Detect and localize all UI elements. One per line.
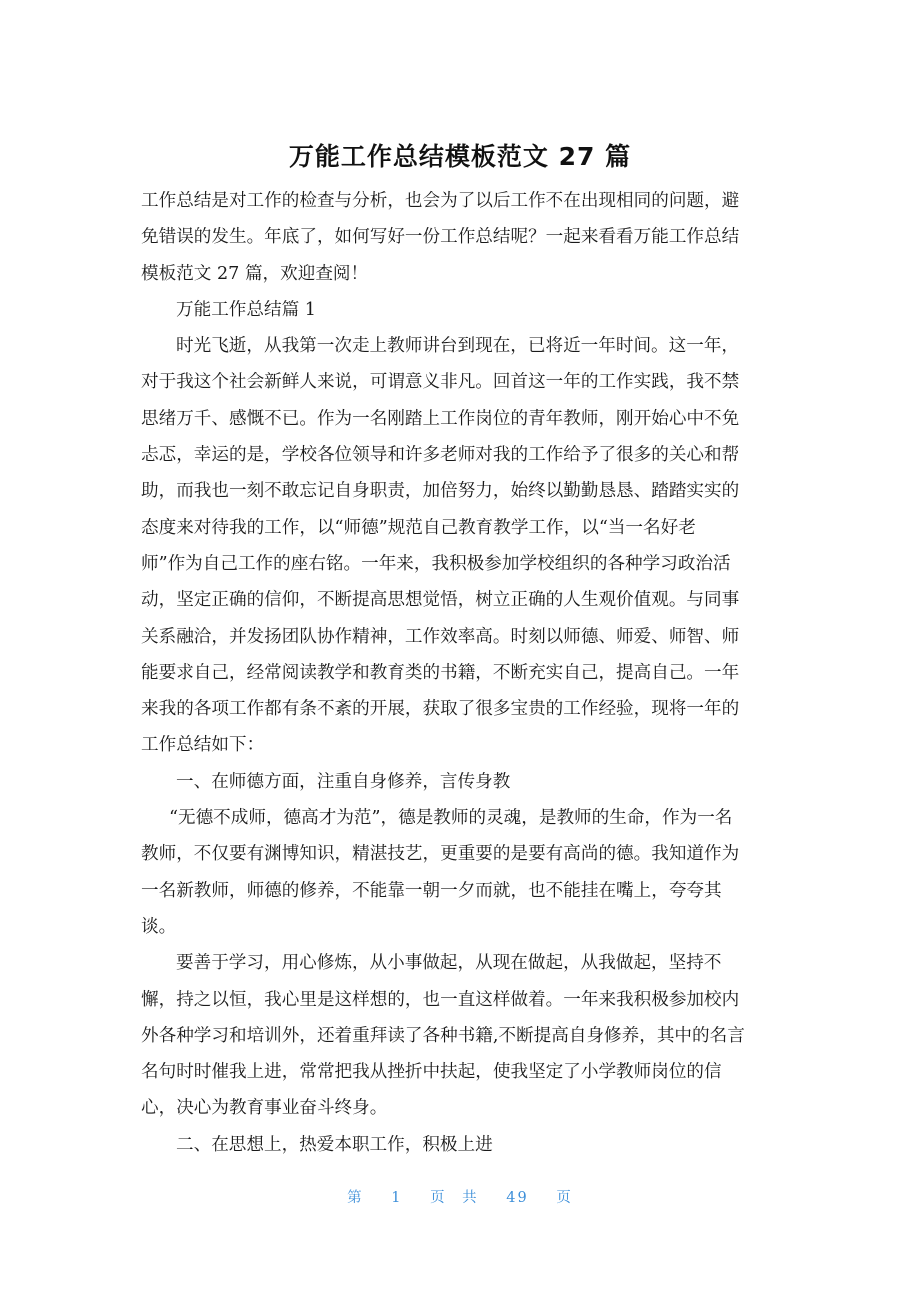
- intro-line: 免错误的发生。年底了，如何写好一份工作总结呢？一起来看看万能工作总结: [141, 227, 740, 248]
- document-title: 万能工作总结模板范文 27 篇: [288, 142, 632, 171]
- intro-line: 工作总结是对工作的检查与分析，也会为了以后工作不在出现相同的问题，避: [141, 191, 740, 211]
- paragraph-line: 助，而我也一刻不敢忘记自身职责，加倍努力，始终以勤勤恳恳、踏踏实实的: [141, 481, 740, 502]
- paragraph-line: 态度来对待我的工作，以“师德”规范自己教育教学工作，以“当一名好老: [141, 517, 696, 538]
- section-heading: 万能工作总结篇 1: [176, 299, 316, 320]
- paragraph-line: 要善于学习，用心修炼，从小事做起，从现在做起，从我做起，坚持不: [176, 953, 722, 974]
- paragraph-line: 时光飞逝，从我第一次走上教师讲台到现在，已将近一年时间。这一年，: [176, 336, 740, 357]
- total-pages-number: 49: [506, 1190, 529, 1206]
- paragraph-line: 能要求自己，经常阅读教学和教育类的书籍，不断充实自己，提高自己。一年: [141, 662, 740, 683]
- paragraph-line: 谈。: [141, 916, 177, 937]
- paragraph-line: 来我的各项工作都有条不紊的开展，获取了很多宝贵的工作经验，现将一年的: [141, 699, 740, 720]
- paragraph-line: 心，决心为教育事业奋斗终身。: [141, 1098, 388, 1119]
- paragraph-line: 名句时时催我上进，常常把我从挫折中扶起，使我坚定了小学教师岗位的信: [141, 1062, 722, 1083]
- paragraph-line: 忐忑，幸运的是，学校各位领导和许多老师对我的工作给予了很多的关心和帮: [141, 445, 740, 466]
- current-page-number: 1: [391, 1190, 403, 1206]
- document-body: [141, 183, 781, 1163]
- subsection-heading: 一、在师德方面，注重自身修养，言传身教: [176, 771, 511, 792]
- paragraph-line: 外各种学习和培训外，还着重拜读了各种书籍,不断提高自身修养，其中的名言: [141, 1025, 745, 1046]
- paragraph-line: 关系融洽，并发扬团队协作精神，工作效率高。时刻以师德、师爱、师智、师: [141, 626, 740, 647]
- subsection-heading: 二、在思想上，热爱本职工作，积极上进: [176, 1134, 493, 1155]
- paragraph-line: 思绪万千、感慨不已。作为一名刚踏上工作岗位的青年教师，刚开始心中不免: [141, 408, 740, 429]
- paragraph-line: 一名新教师，师德的修养，不能靠一朝一夕而就，也不能挂在嘴上，夸夸其: [141, 880, 722, 901]
- paragraph-line: 对于我这个社会新鲜人来说，可谓意义非凡。回首这一年的工作实践，我不禁: [141, 372, 740, 393]
- paragraph-line: 教师，不仅要有渊博知识，精湛技艺，更重要的是要有高尚的德。我知道作为: [141, 844, 740, 865]
- page-footer: [0, 1186, 920, 1207]
- footer-label-of: 页 共: [430, 1190, 479, 1206]
- paragraph-line: 懈，持之以恒，我心里是这样想的，也一直这样做着。一年来我积极参加校内: [141, 989, 740, 1010]
- paragraph-line: 动，坚定正确的信仰，不断提高思想觉悟，树立正确的人生观价值观。与同事: [141, 590, 740, 611]
- paragraph-line: 工作总结如下：: [141, 735, 265, 756]
- paragraph-line: 师”作为自己工作的座右铭。一年来，我积极参加学校组织的各种学习政治活: [141, 553, 731, 574]
- intro-line: 模板范文 27 篇，欢迎查阅！: [141, 263, 369, 284]
- footer-label-page: 第: [347, 1190, 364, 1206]
- footer-label-pages: 页: [556, 1190, 573, 1206]
- paragraph-line: “无德不成师，德高才为范”，德是教师的灵魂，是教师的生命，作为一名: [169, 808, 733, 829]
